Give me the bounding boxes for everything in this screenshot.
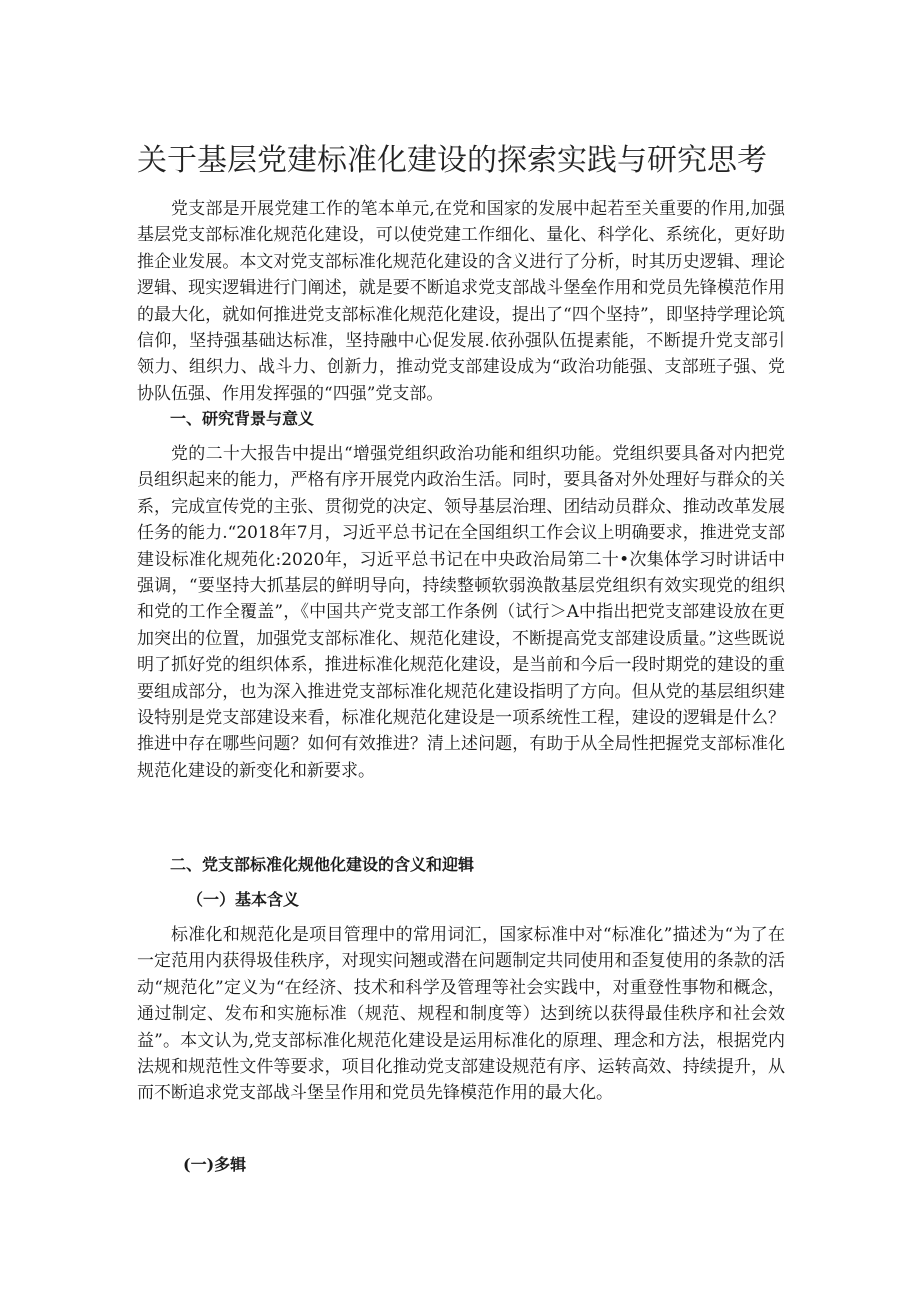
abstract-paragraph: 党支部是开展党建工作的笔本单元,在党和国家的发展中起若至关重要的作用,加强基层党支部标准化规范化建设，可以使党建工作细化、量化、科学化、系统化，更好助推企业发展。本文对党支部标准化规范化建设的含义进行了分析，时其历史逻辑、理论逻辑、现实逻辑进行门阐述，就是要不断追求党支部战斗堡垒作用和党员先锋模范作用的最大化，就如何推进党支部标准化规范化建设，提出了“四个坚持”，即坚持学理论筑信仰，坚持强基础达标准，坚持融中心促发展.依孙强队伍提素能，不断提升党支部引领力、组织力、战斗力、创新力，推动党支部建设成为“政治功能强、支部班子强、党协队伍强、作用发挥强的“四强”党支部。 (137, 199, 785, 404)
basic-meaning-paragraph: 标准化和规范化是项目管理中的常用词汇，国家标准中对“标准化”描述为“为了在一定范用内获得圾佳秩序，对现实问翘或潜在问题制定共同使用和歪复使用的条款的活动“规范化”定义为“在经济、技术和科学及管理等社会实践中，对重登性事物和概念，通过制定、发布和实施标准（规范、规程和制度等）达到统以获得最佳秩序和社会效益”。本文认为,党支部标准化规范化建设是运用标准化的原理、理念和方法，根据党内法规和规范性文件等要求，项目化推动党支部建设规范有序、运转高效、持续提升，从而不断追求党支部战斗堡呈作用和党员先锋模范作用的最大化。 (137, 925, 785, 1104)
section-heading-meaning-logic: 二、党支部标准化规他化建设的含义和迎辑 (170, 855, 475, 874)
subsection-heading-basic-meaning: （一）基本含义 (187, 890, 300, 909)
background-paragraph: 党的二十大报告中提出“增强党组织政治功能和组织功能。党组织要具备对内把党员组织起来的能力，严格有序开展党内政治生活。同时，要具备对外处理好与群众的关系，完成宣传党的主张、贯彻党的决定、领导基层治理、团结动员群众、推动改革发展任务的能力.“2018年7月，习近平总书记在全国组织工作会议上明确要求，推进党支部建设标准化规苑化:2020年，习近平总书记在中央政治局第二十•次集体学习时讲话中强调，“要坚持大抓基层的鲜明导向，持续整顿软弱涣散基层党组织有效实现党的组织和党的工作全覆盖”，《中国共产党支部工作条例（试行＞A中指出把党支部建设放在更加突出的位置，加强党支部标准化、规范化建设，不断提高党支部建设质量。”这些既说明了抓好党的组织体系，推进标准化规范化建设，是当前和今后一段时期党的建设的重要组成部分，也为深入推进党支部标准化规范化建设指明了方向。但从党的基层组织建设特别是党支部建设来看，标准化规范化建设是一项系统性工程，建设的逻辑是什么？推进中存在哪些问题？如何有效推进？清上述问题，有助于从全局性把握党支部标准化规范化建设的新变化和新要求。 (137, 444, 785, 781)
document-title: 关于基层党建标准化建设的探索实践与研究思考 (137, 143, 767, 178)
subsection-heading-logic: (一)多辑 (183, 1155, 247, 1174)
section-heading-background: 一、研究背景与意义 (170, 409, 315, 428)
